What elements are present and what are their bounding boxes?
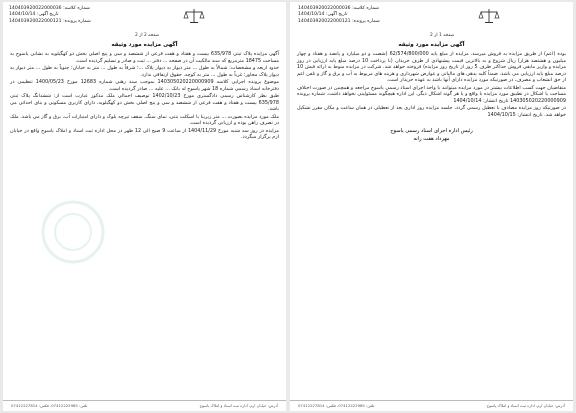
page-number: صفحه 1 از 2 bbox=[430, 33, 455, 38]
page-footer bbox=[3, 400, 286, 408]
paragraph: بوده (اعم) از طریق مزایده به فروش میرسد. مزایده از مبلغ پایه 62/574/800/000 (شصت و دو میلیارد و پانصد و هفتاد و چهار میلیون و هشتصد هزار) ریال شروع و به بالاترین قیمت پیشنهادی از طرف خریدار، (با پرداخت 10 درصد مبلغ پایه ارزیابی در روز مزایده و واریز مابقی فروش حداکثر ظرف 5 روز از تاریخ روز مزایده) فروخته خواهد شد. شرکت در مزایده منوط به ارائه فیش 10 درصد مبلغ پایه ارزیابی می باشد. ضمناً کلیه بدهی های مالیاتی و عوارض شهرداری و هزینه های مربوط به آب و برق و گاز و تلفن اعم از حق انشعاب و مصرف، در صورتیکه مورد مزایده دارای آنها باشد به عهده خریدار است. bbox=[297, 51, 566, 83]
paragraph: آگهی مزایده پلاک ثبتی 635/978 بیست و هفتاد و هفت فرعی از ششصد و سی و پنج اصلی بخش دو کهگیلویه به نشانی یاسوج به مساحت 18475 مترمربع که سند مالکیت آن در صفحه ... دفتر ... ثبت و صادر و تسلیم گردیده است. bbox=[10, 51, 279, 64]
footer-phone: تلفن: 07412222965، فکس: 07412227814 bbox=[298, 403, 375, 408]
paragraph: حدود اربعه و مشخصات: شمالاً به طول ... متر دیوار به دیوار پلاک ...؛ شرقاً به طول ... متر به خیابان؛ جنوباً به طول ... متر دیوار به دیوار پلاک مجاور؛ غرباً به طول ... متر به کوچه. حقوق ارتفاقی ندارد. bbox=[10, 65, 279, 78]
document-page-1 bbox=[290, 2, 573, 411]
scales-of-justice-icon bbox=[478, 7, 500, 25]
paragraph: ملک مورد مزایده بصورت ... متر زیربنا با اسکلت بتنی، نمای سنگ، سقف تیرچه بلوک و دارای امتیازات آب، برق و گاز می باشد. ملک در تصرف راهن بوده و ارزیابی گردیده است. bbox=[10, 113, 279, 126]
footer-address: آدرس: خیابان ارم، اداره ثبت اسناد و املاک یاسوج bbox=[486, 403, 565, 408]
notice-title: آگهی مزایده مورد وثیقه bbox=[398, 42, 465, 48]
page-header bbox=[3, 2, 286, 42]
notice-date: تاریخ آگهی: 1404/10/14 bbox=[298, 12, 348, 18]
class-number: شماره کلاسه: 140403920022000036 bbox=[298, 6, 379, 11]
page-number: صفحه 2 از 2 bbox=[135, 33, 160, 38]
document-page-2 bbox=[3, 2, 286, 411]
paragraph: در صورتیکه روز مزایده مصادف با تعطیل رسمی گردد، جلسه مزایده روز اداری بعد از تعطیلی در همان ساعت و مکان مقرر تشکیل خواهد شد. تاریخ انتشار: 1404/10/15 bbox=[297, 105, 566, 118]
page-footer bbox=[290, 400, 573, 408]
file-number: شماره پرونده: 140403920022000121 bbox=[298, 18, 380, 24]
footer-phone: تلفن: 07412222965، فکس: 07412227814 bbox=[11, 403, 88, 408]
header-meta bbox=[298, 6, 380, 25]
paragraph: طبق نظر کارشناس رسمی دادگستری مورخ 1402/10/23 توصیف اجمالی ملک مذکور عبارت است از: ششدانگ پلاک ثبتی 635/978 بیست و هفتاد و هفت فرعی از ششصد و سی و پنج اصلی بخش دو کهگیلویه، دارای کاربری مسکونی و بنای احداثی می باشد. bbox=[10, 93, 280, 112]
header-meta bbox=[9, 6, 91, 25]
file-number: شماره پرونده: 140403920022000121 bbox=[9, 18, 91, 24]
notice-date: تاریخ آگهی: 1404/10/14 bbox=[9, 12, 59, 18]
notice-body bbox=[290, 51, 573, 118]
watermark-logo bbox=[13, 192, 133, 272]
signature-title: رئیس اداره اجرای اسناد رسمی یاسوج bbox=[390, 128, 473, 134]
page-header bbox=[290, 2, 573, 42]
notice-body bbox=[3, 51, 286, 141]
notice-title: آگهی مزایده مورد وثیقه bbox=[111, 42, 178, 48]
paragraph: موضوع پرونده اجرایی کلاسه 140305020220000909 بموجب سند رهنی شماره 12683 مورخ 1400/05/23 تنظیمی در دفترخانه اسناد رسمی شماره 18 شهر یاسوج له بانک ... علیه ... صادر گردیده است. bbox=[10, 79, 279, 92]
footer-address: آدرس: خیابان ارم، اداره ثبت اسناد و املاک یاسوج bbox=[199, 403, 278, 408]
class-number: شماره کلاسه: 140403920022000036 bbox=[9, 6, 90, 11]
scales-of-justice-icon bbox=[183, 7, 205, 25]
paragraph: متقاضیان جهت کسب اطلاعات بیشتر در مورد مزایده میتوانند با واحد اجرای اسناد رسمی یاسوج مراجعه و همچنین در صورت اختلاف مساحت یا اشکال در تطبیق مورد مزایده با واقع و یا هر گونه اشکال دیگر، این اداره هیچگونه مسئولیتی نخواهد داشت. شماره پرونده 140305020220000909 تاریخ انتشار: 1404/10/14 bbox=[297, 84, 566, 104]
signature-block bbox=[290, 128, 573, 143]
signature-name: مهرداد هفت رانه bbox=[413, 135, 450, 142]
paragraph: مزایده در روز سه شنبه مورخ 1404/11/29 از ساعت 9 صبح الی 12 ظهر در محل اداره ثبت اسناد و املاک یاسوج واقع در خیابان ارم برگزار میگردد. bbox=[10, 127, 279, 140]
